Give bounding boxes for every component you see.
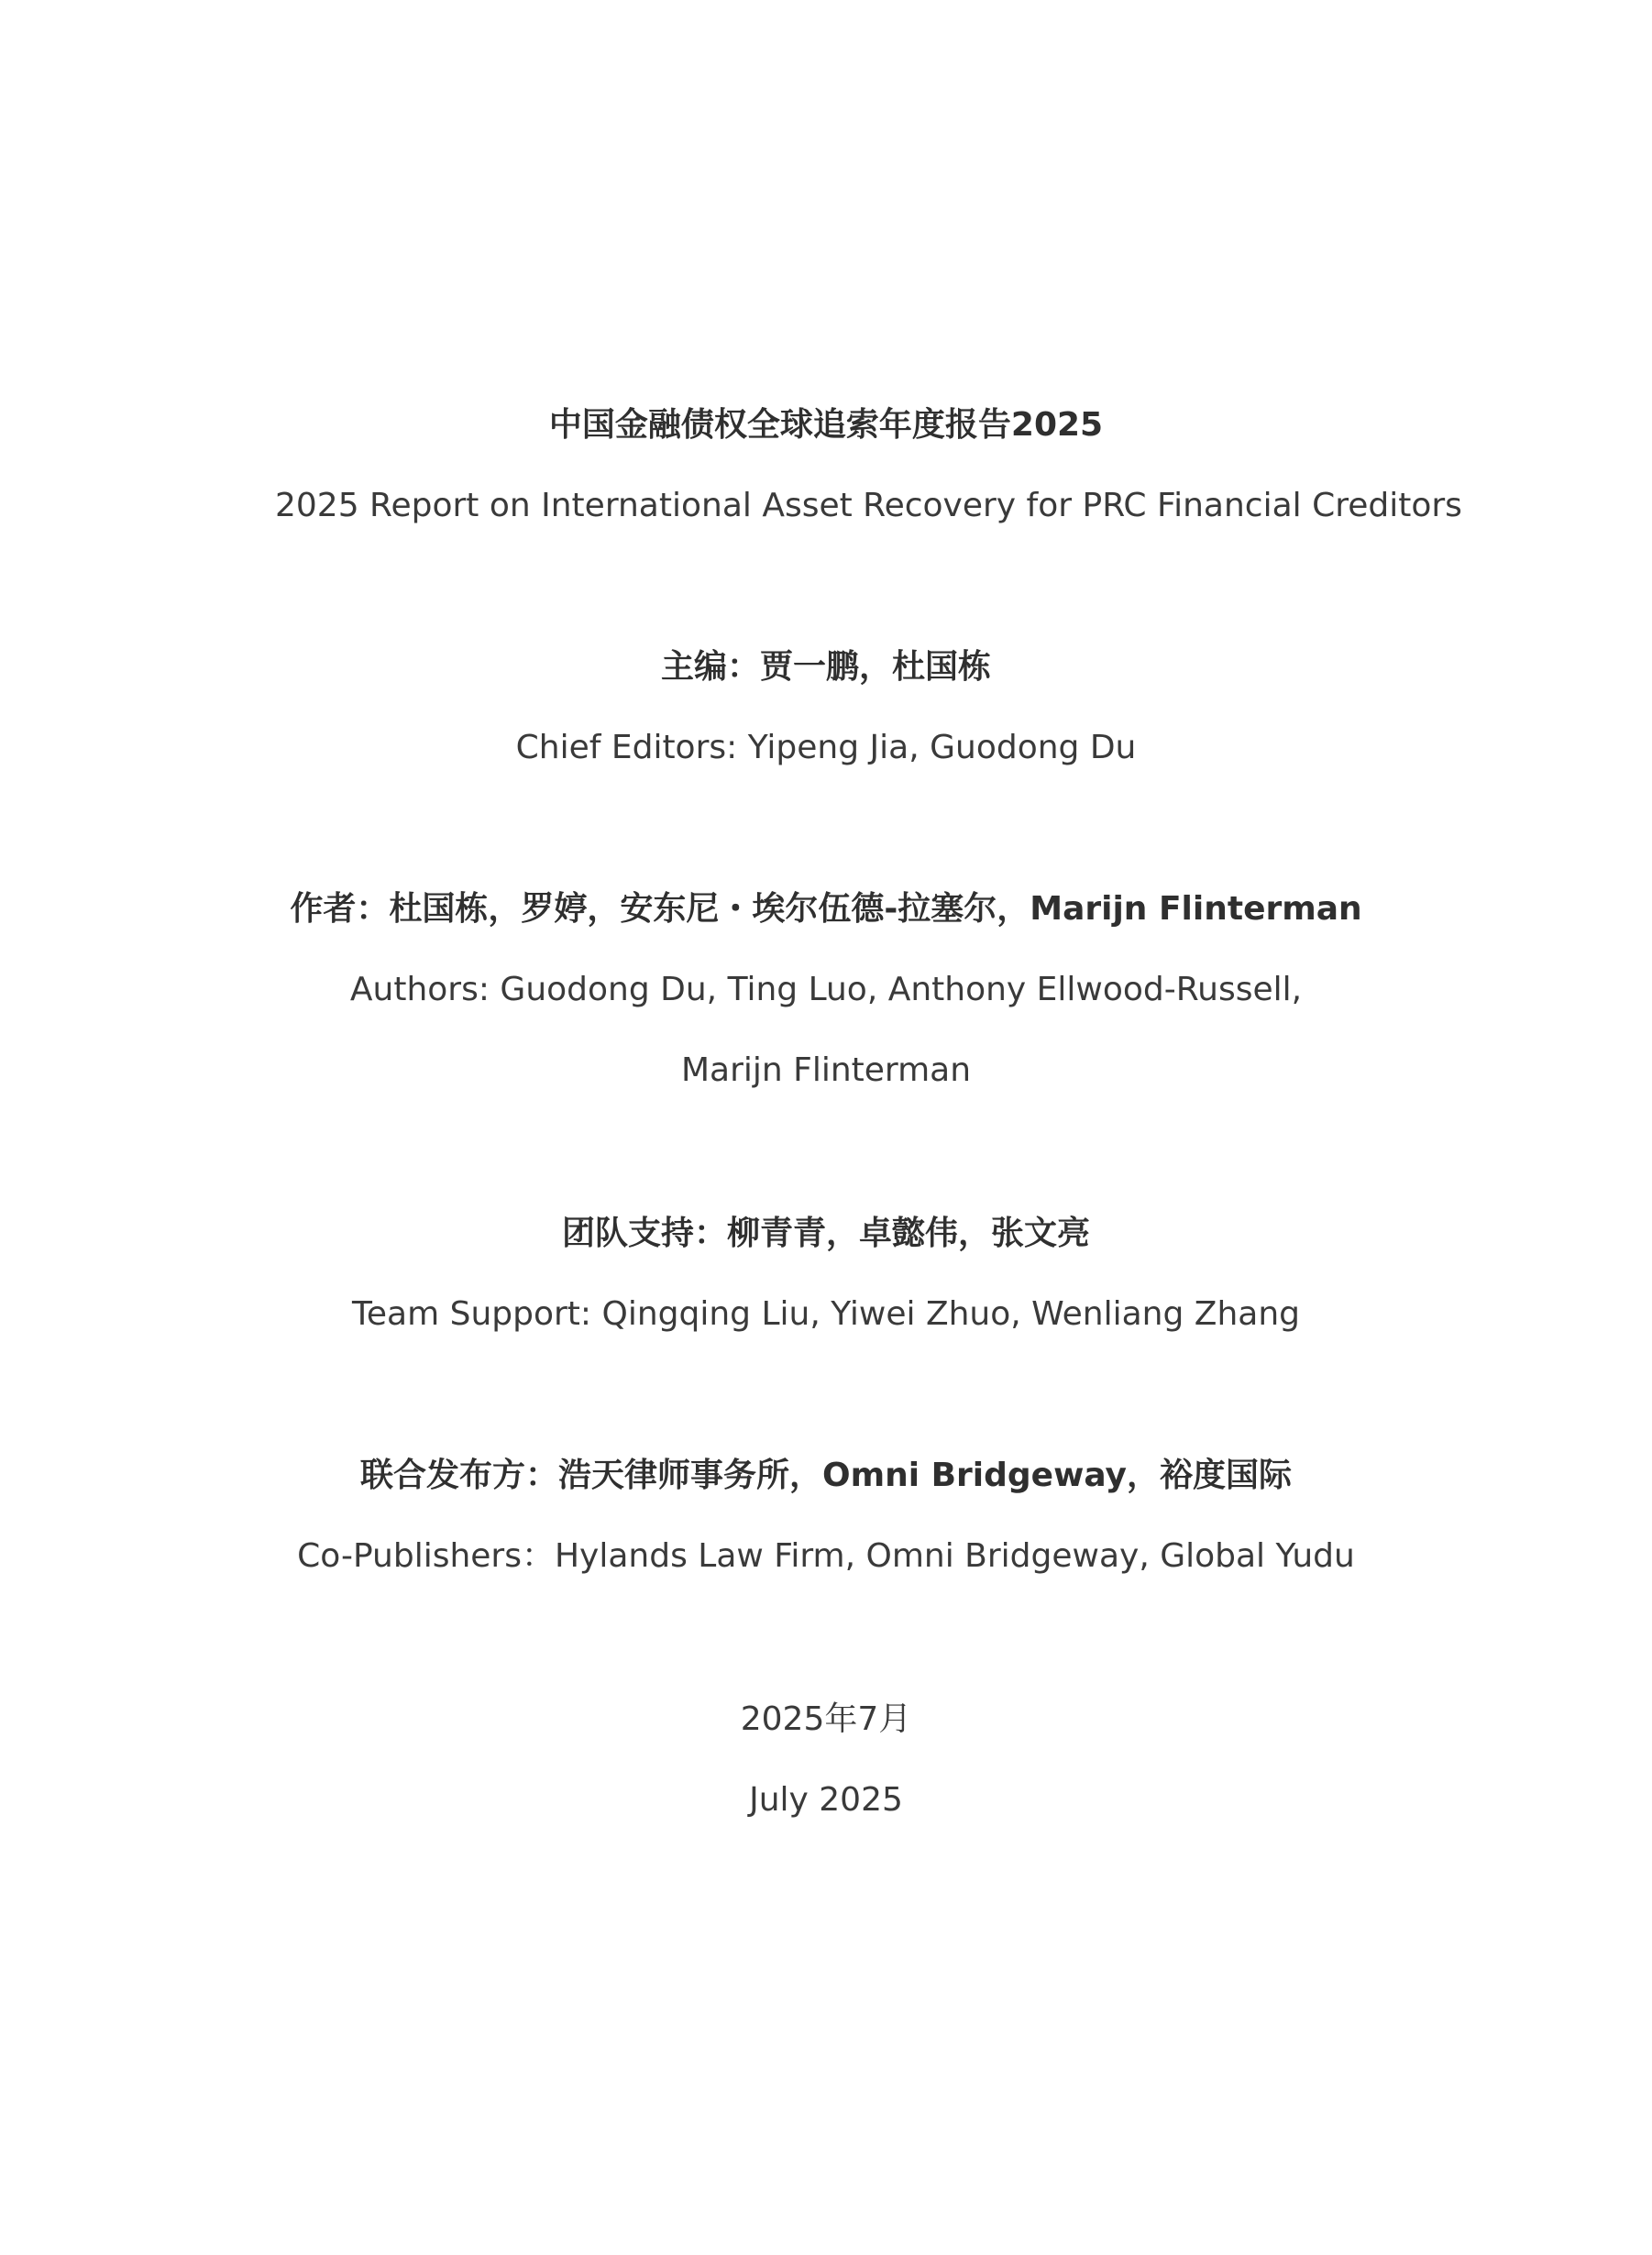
report-title-zh: 中国金融债权全球追索年度报告2025	[548, 406, 1104, 444]
team-support-zh: 团队支持：柳青青，卓懿伟，张文亮	[561, 1215, 1090, 1252]
chief-editors-zh: 主编：贾一鹏，杜国栋	[660, 648, 991, 686]
co-publishers-zh: 联合发布方：浩天律师事务所，Omni Bridgeway，裕度国际	[359, 1457, 1293, 1494]
co-publishers-en: Co-Publishers：Hylands Law Firm, Omni Bridgeway, Global Yudu	[297, 1537, 1355, 1575]
chief-editors-en: Chief Editors: Yipeng Jia, Guodong Du	[515, 729, 1137, 766]
date-zh: 2025年7月	[740, 1700, 912, 1738]
report-title-en: 2025 Report on International Asset Recovery for PRC Financial Creditors	[275, 487, 1462, 524]
date-en: July 2025	[749, 1781, 903, 1819]
team-support-en: Team Support: Qingqing Liu, Yiwei Zhuo, Wenliang Zhang	[352, 1295, 1300, 1333]
authors-en: Authors: Guodong Du, Ting Luo, Anthony Ellwood-Russell, Marijn Flinterman	[349, 971, 1303, 1089]
authors-zh: 作者：杜国栋，罗婷，安东尼・埃尔伍德-拉塞尔，Marijn Flinterman	[290, 890, 1362, 928]
